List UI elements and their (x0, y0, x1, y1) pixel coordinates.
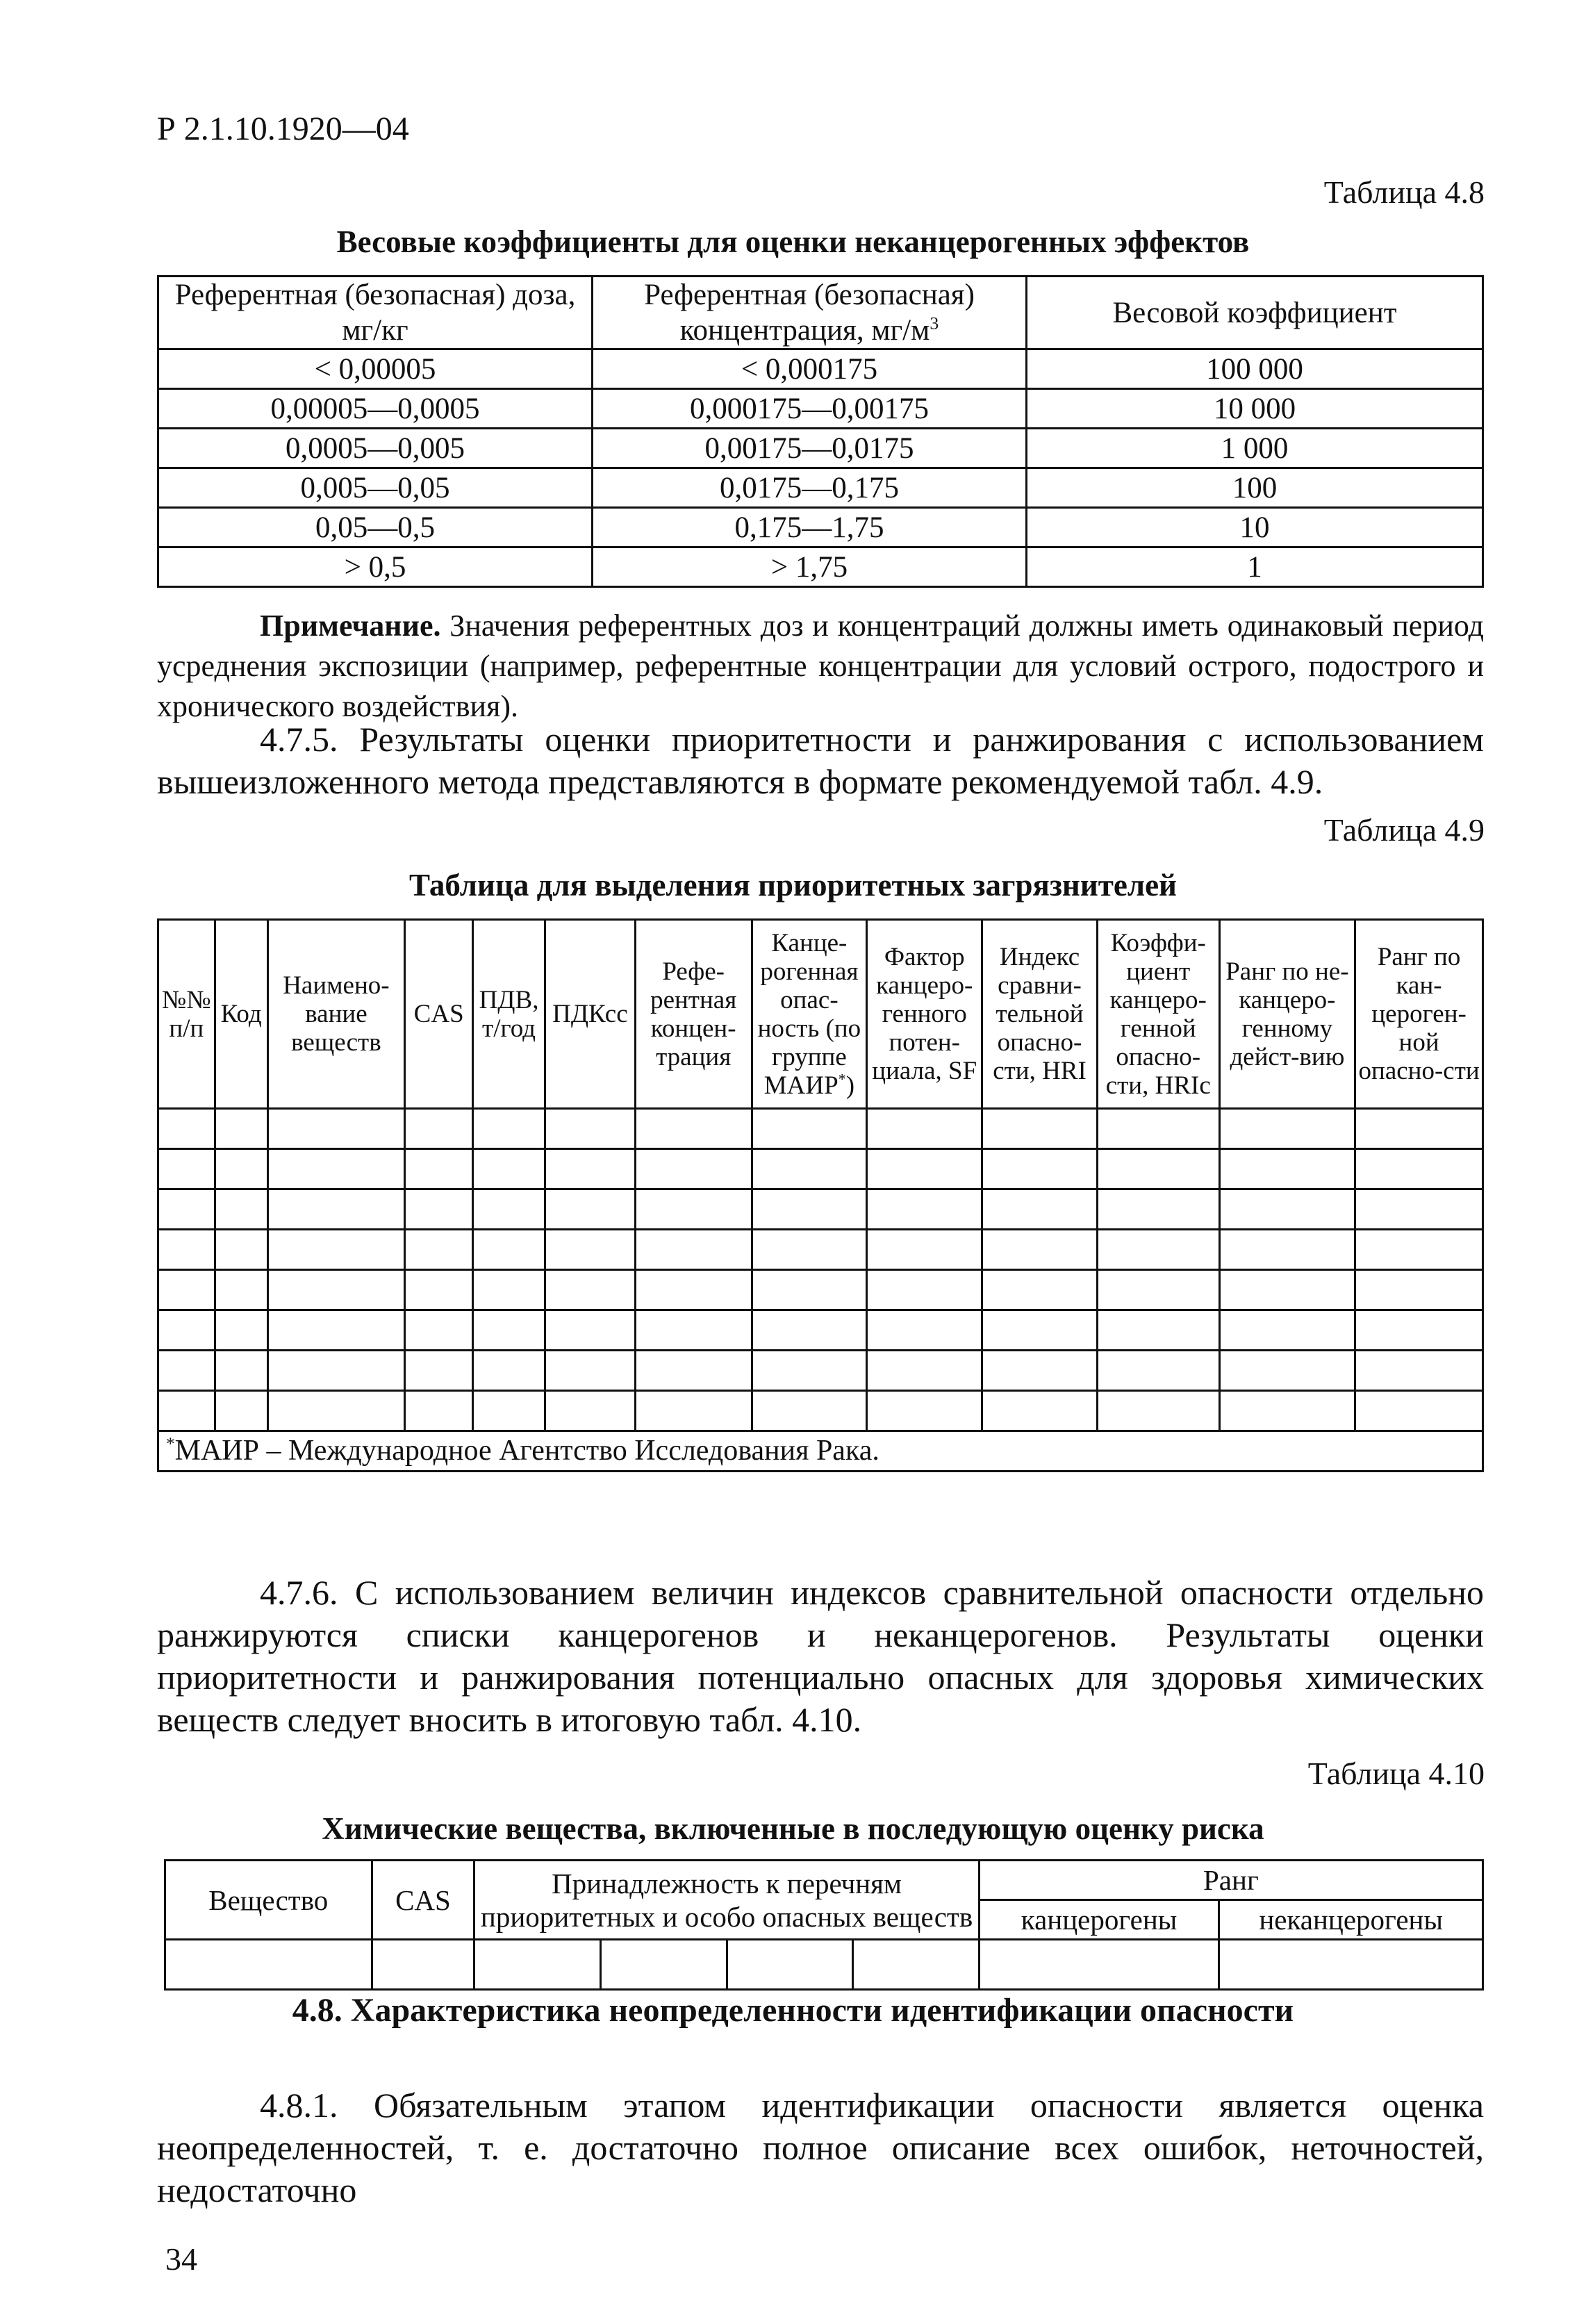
note-text: Значения референтных доз и концентраций должны иметь одинаковый период усреднения экспозиции (например, референтные концентрации для условий острого, подострого и хронического воздействия). (157, 609, 1484, 723)
table-cell: 0,0005—0,005 (158, 429, 593, 468)
header-reference-concentration: Рефе-рентная концен-трация (635, 920, 752, 1109)
header-substance: Вещество (165, 1861, 372, 1940)
header-noncarcinogens: неканцерогены (1219, 1900, 1483, 1940)
table-4-9-title: Таблица для выделения приоритетных загрязнителей (409, 868, 1177, 903)
table-4-8-number: Таблица 4.8 (1323, 174, 1485, 210)
header-priority-lists: Принадлежность к перечням приоритетных и особо опасных веществ (474, 1861, 979, 1940)
header-cas: CAS (405, 920, 473, 1109)
header-carcinogenic-potential-factor: Фактор канцеро-генного потен-циала, SF (867, 920, 982, 1109)
page-number: 34 (165, 2241, 197, 2277)
table-cell: > 1,75 (592, 547, 1026, 587)
note-label: Примечание. (260, 609, 441, 643)
table-cell: 0,00175—0,0175 (592, 429, 1026, 468)
table-4-10 (164, 1859, 1484, 1991)
header-rank: Ранг (979, 1861, 1482, 1900)
header-reference-concentration: Референтная (безопасная) концентрация, $мг/м^3$ (592, 277, 1026, 349)
table-row (158, 508, 1483, 547)
table-4-10-header-row (165, 1861, 1483, 1900)
table-row (165, 1940, 1483, 1990)
header-carcinogenic-coefficient-hric: Коэффи-циент канцеро-генной опасно-сти, HRIc (1097, 920, 1219, 1109)
header-carcinogens: канцерогены (979, 1900, 1219, 1940)
table-4-9-footnote-row (158, 1431, 1483, 1472)
table-cell: < 0,000175 (592, 349, 1026, 389)
note-paragraph (157, 606, 1484, 727)
table-row (158, 547, 1483, 587)
section-4-8-heading: 4.8. Характеристика неопределенности идентификации опасности (292, 1992, 1294, 2029)
table-4-9 (157, 918, 1484, 1472)
header-cas: CAS (372, 1861, 474, 1940)
table-row (158, 1310, 1483, 1351)
header-carcinogenic-hazard: Канце-рогенная опас-ность (по группе МАИР*) (752, 920, 867, 1109)
table-4-9-header-row (158, 920, 1483, 1109)
table-cell: 1 000 (1027, 429, 1483, 468)
header-hazard-index-hri: Индекс сравни-тельной опасно-сти, HRI (982, 920, 1098, 1109)
table-row (158, 429, 1483, 468)
table-row (158, 468, 1483, 508)
table-cell: 0,00005—0,0005 (158, 389, 593, 429)
paragraph-4-8-1: 4.8.1. Обязательным этапом идентификации опасности является оценка неопределенностей, т. е. достаточно полное описание всех ошибок, неточностей, недостаточно (157, 2086, 1484, 2209)
table-row (158, 349, 1483, 389)
table-cell: 0,005—0,05 (158, 468, 593, 508)
table-4-9-number: Таблица 4.9 (1323, 812, 1485, 848)
table-cell: 0,0175—0,175 (592, 468, 1026, 508)
table-row (158, 389, 1483, 429)
table-cell: 10 (1027, 508, 1483, 547)
table-4-8 (157, 275, 1484, 588)
paragraph-4-7-6: 4.7.6. С использованием величин индексов сравнительной опасности отдельно ранжируются списки канцерогенов и неканцерогенов. Результаты оценки приоритетности и ранжирования потенциально опасных для здоровья химических веществ следует вносить в итоговую табл. 4.10. (157, 1573, 1484, 1739)
table-cell: 0,175—1,75 (592, 508, 1026, 547)
table-row (158, 1270, 1483, 1310)
table-4-8-title: Весовые коэффициенты для оценки неканцерогенных эффектов (336, 224, 1250, 259)
paragraph-4-7-5: 4.7.5. Результаты оценки приоритетности и ранжирования с использованием вышеизложенного метода представляются в формате рекомендуемой табл. 4.9. (157, 720, 1484, 801)
table-4-9-footnote: *МАИР – Международное Агентство Исследования Рака. (158, 1431, 1483, 1472)
table-cell: 100 (1027, 468, 1483, 508)
header-code: Код (215, 920, 267, 1109)
table-4-8-header-row (158, 277, 1483, 349)
table-4-10-number: Таблица 4.10 (1307, 1756, 1485, 1791)
header-row-number: №№ п/п (158, 920, 215, 1109)
table-row (158, 1351, 1483, 1391)
table-row (158, 1149, 1483, 1189)
table-row (158, 1189, 1483, 1230)
table-cell: > 0,5 (158, 547, 593, 587)
header-weight-coefficient: Весовой коэффициент (1027, 277, 1483, 349)
table-cell: 100 000 (1027, 349, 1483, 389)
header-substance-name: Наимено-вание веществ (267, 920, 405, 1109)
header-rank-noncarcinogenic: Ранг по не-канцеро-генному дейст-вию (1219, 920, 1355, 1109)
table-row (158, 1391, 1483, 1431)
table-4-10-title: Химические вещества, включенные в последующую оценку риска (322, 1811, 1264, 1846)
table-row (158, 1230, 1483, 1270)
document-code: Р 2.1.10.1920—04 (157, 110, 409, 147)
table-cell: 0,000175—0,00175 (592, 389, 1026, 429)
header-rank-carcinogenic: Ранг по кан-цероген-ной опасно-сти (1355, 920, 1483, 1109)
table-cell: 10 000 (1027, 389, 1483, 429)
header-reference-dose: Референтная (безопасная) доза, мг/кг (158, 277, 593, 349)
table-cell: < 0,00005 (158, 349, 593, 389)
table-cell: 0,05—0,5 (158, 508, 593, 547)
table-row (158, 1109, 1483, 1149)
table-cell: 1 (1027, 547, 1483, 587)
header-pdkss: ПДКсс (545, 920, 635, 1109)
header-pdv: ПДВ, т/год (473, 920, 545, 1109)
